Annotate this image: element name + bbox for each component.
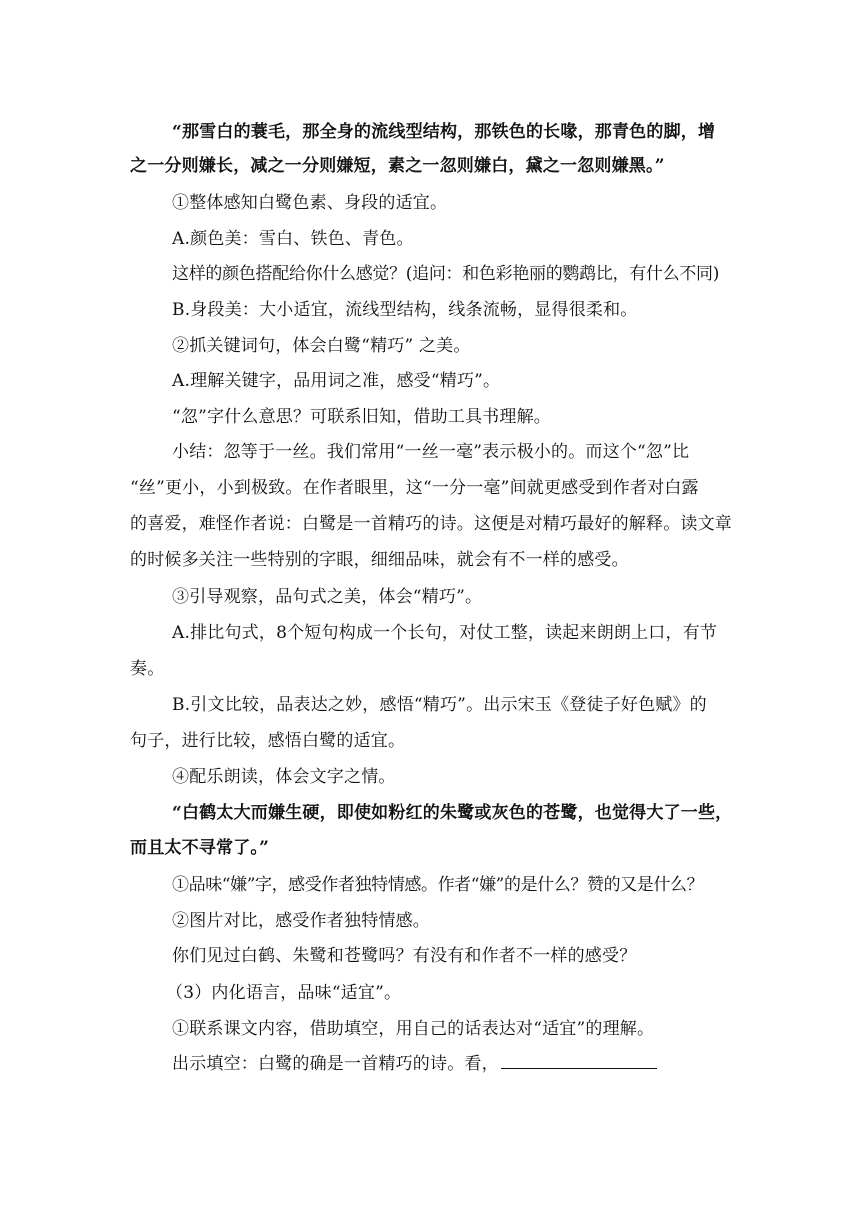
- quote1-line1: “那雪白的蓑毛，那全身的流线型结构，那铁色的长喙，那青色的脚，增: [172, 122, 716, 142]
- summary-line-3: 的喜爱，难怪作者说：白鹭是一首精巧的诗。这便是对精巧最好的解释。读文章: [130, 514, 732, 534]
- section1-item4: ④配乐朗读，体会文字之情。: [172, 767, 396, 787]
- quote2-line1: “白鹤太大而嫌生硬，即使如粉红的朱鹭或灰色的苍鹭，也觉得大了一些，: [172, 803, 733, 823]
- section1-item1: ①整体感知白鹭色素、身段的适宜。: [172, 193, 448, 213]
- section3-heading: （3）内化语言，品味“适宜”。: [166, 983, 402, 1003]
- section1-hu-question: “忽”字什么意思？可联系旧知，借助工具书理解。: [172, 407, 551, 427]
- section1-item-a2: A.理解关键字，品用词之准，感受“精巧”。: [172, 371, 501, 391]
- section1-item-a3-line1: A.排比句式，8个短句构成一个长句，对仗工整，读起来朗朗上口，有节: [172, 623, 718, 643]
- fill-in-line: [172, 1054, 657, 1074]
- section1-item-a: A.颜色美：雪白、铁色、青色。: [172, 229, 414, 249]
- section1-question: 这样的颜色搭配给你什么感觉？(追问：和色彩艳丽的鹦鹉比，有什么不同): [172, 264, 720, 284]
- fill-in-blank[interactable]: [501, 1054, 657, 1069]
- quote1-line2: 之一分则嫌长，减之一分则嫌短，素之一忽则嫌白，黛之一忽则嫌黑。”: [130, 156, 665, 176]
- section2-item1: ①品味“嫌”字，感受作者独特情感。作者“嫌”的是什么？赞的又是什么？: [172, 875, 704, 895]
- quote2-line2: 而且太不寻常了。”: [130, 838, 270, 858]
- section1-item3: ③引导观察，品句式之美，体会“精巧”。: [172, 587, 483, 607]
- summary-line-2: “丝”更小，小到极致。在作者眼里，这“一分一毫”间就更感受到作者对白露: [130, 478, 699, 498]
- section1-item2: ②抓关键词句，体会白鹭“精巧” 之美。: [172, 336, 471, 356]
- summary-line-1: 小结：忽等于一丝。我们常用“一丝一毫”表示极小的。而这个“忽”比: [172, 442, 690, 462]
- section1-item-b: B.身段美：大小适宜，流线型结构，线条流畅，显得很柔和。: [172, 300, 638, 320]
- section1-item-b3-line2: 句子，进行比较，感悟白鹭的适宜。: [130, 731, 406, 751]
- section2-item2: ②图片对比，感受作者独特情感。: [172, 911, 430, 931]
- section2-question: 你们见过白鹤、朱鹭和苍鹭吗？有没有和作者不一样的感受？: [172, 946, 637, 966]
- section3-item1: ①联系课文内容，借助填空，用自己的话表达对“适宜”的理解。: [172, 1019, 655, 1039]
- section1-item-b3-line1: B.引文比较，品表达之妙，感悟“精巧”。出示宋玉《登徒子好色赋》的: [172, 695, 707, 715]
- fill-in-prompt: 出示填空：白鹭的确是一首精巧的诗。看，: [172, 1054, 499, 1074]
- section1-item-a3-line2: 奏。: [130, 659, 165, 679]
- summary-line-4: 的时候多关注一些特别的字眼，细细品味，就会有不一样的感受。: [130, 550, 629, 570]
